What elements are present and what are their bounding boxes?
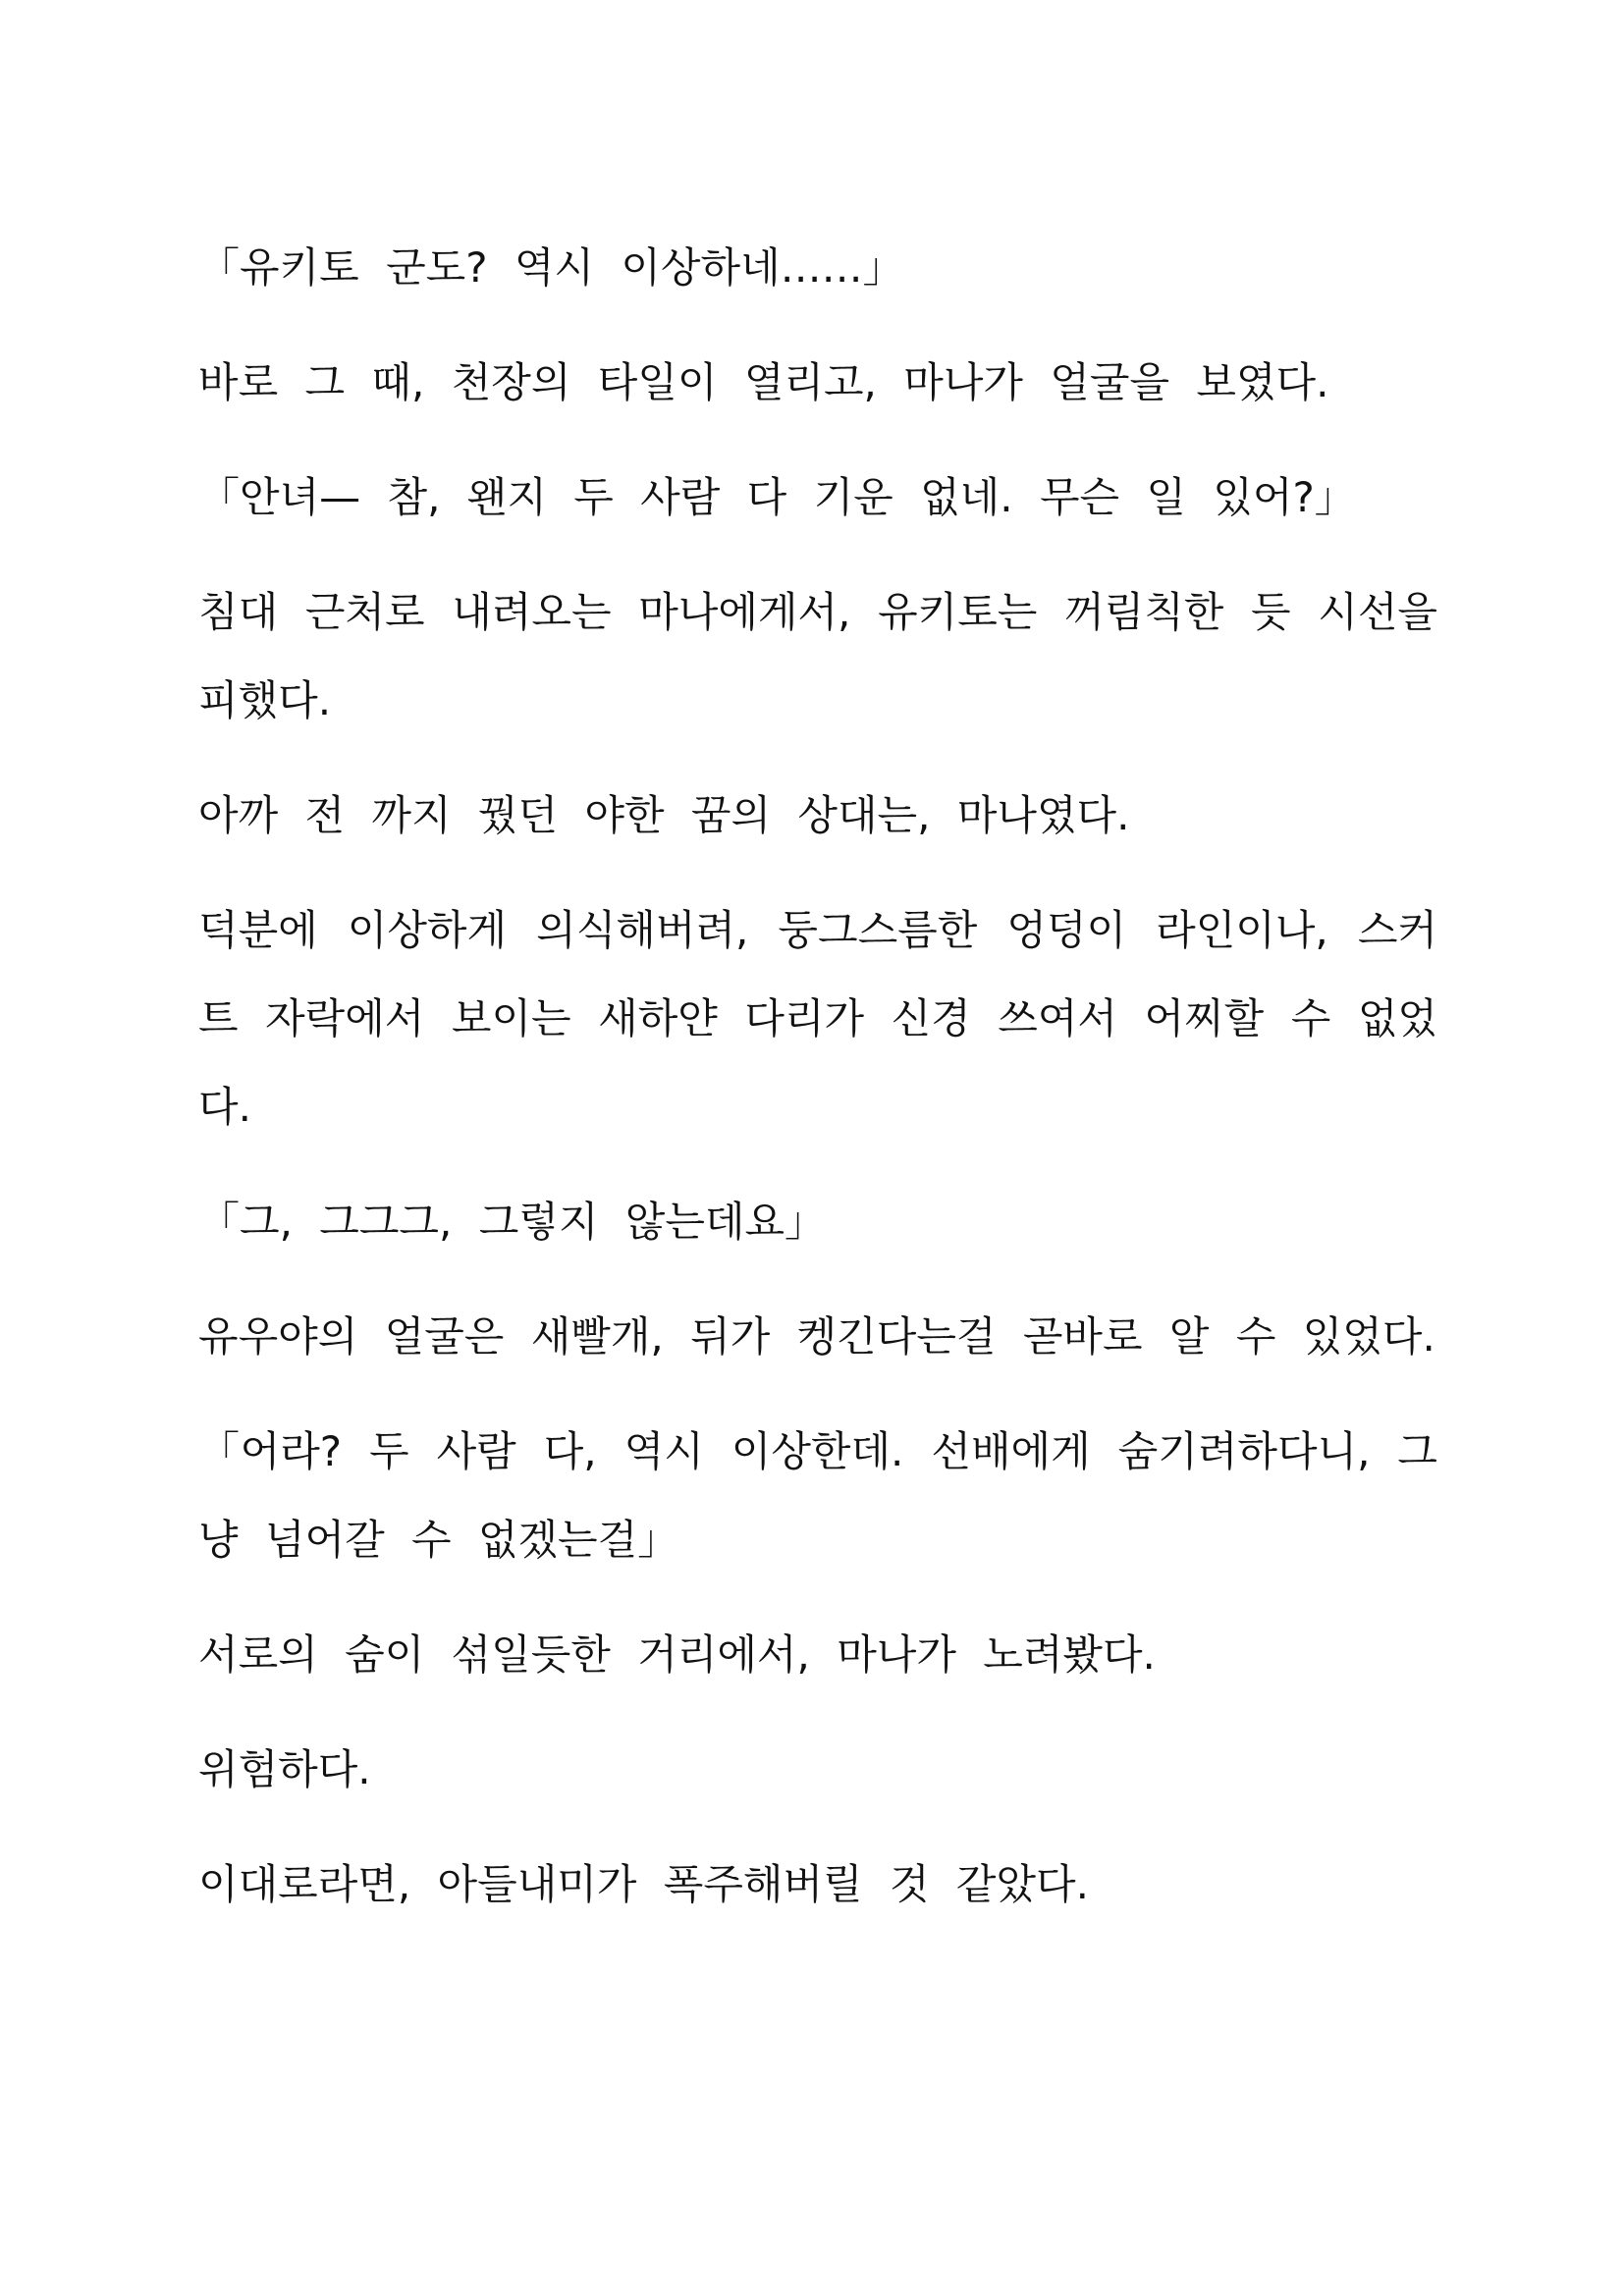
body-text [198, 224, 1437, 1955]
paragraph: 아까 전 까지 꿨던 야한 꿈의 상대는, 마나였다. [198, 791, 1130, 839]
paragraph: 유우야의 얼굴은 새빨개, 뒤가 켕긴다는걸 곧바로 알 수 있었다. [198, 1312, 1435, 1361]
paragraph: 서로의 숨이 섞일듯한 거리에서, 마나가 노려봤다. [198, 1630, 1156, 1679]
paragraph: 위험하다. [198, 1745, 371, 1793]
paragraph: 「안녀— 참, 왠지 두 사람 다 기운 없네. 무슨 일 있어?」 [198, 473, 1356, 521]
paragraph: 이대로라면, 아들내미가 폭주해버릴 것 같았다. [198, 1860, 1089, 1908]
paragraph: 덕분에 이상하게 의식해버려, 둥그스름한 엉덩이 라인이나, 스커트 자락에서 보이는 새하얀 다리가 신경 쓰여서 어찌할 수 없었다. [198, 906, 1437, 1131]
paragraph: 「어라? 두 사람 다, 역시 이상한데. 선배에게 숨기려하다니, 그냥 넘어갈 수 없겠는걸」 [198, 1427, 1437, 1564]
paragraph: 「유키토 군도? 역시 이상하네……」 [198, 243, 904, 292]
paragraph: 침대 근처로 내려오는 마나에게서, 유키토는 꺼림칙한 듯 시선을 피했다. [198, 588, 1437, 724]
paragraph: 바로 그 때, 천장의 타일이 열리고, 마나가 얼굴을 보였다. [198, 358, 1329, 406]
paragraph: 「그, 그그그, 그렇지 않는데요」 [198, 1198, 827, 1246]
